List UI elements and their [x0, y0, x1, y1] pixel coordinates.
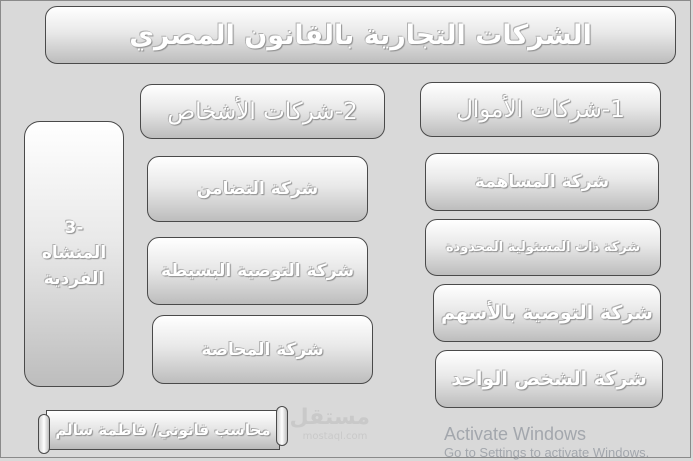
person-companies-heading: 2-شركات الأشخاص: [140, 84, 385, 139]
partnership-limited-by-shares-box: شركة التوصية بالأسهم: [433, 284, 661, 342]
activate-windows-title: Activate Windows: [444, 424, 587, 444]
sole-proprietorship-box: [24, 121, 124, 387]
joint-stock-company-box: شركة المساهمة: [425, 153, 659, 211]
mostaql-logo-latin: mostaql.com: [302, 431, 368, 442]
activate-windows-watermark: [444, 423, 649, 461]
activate-windows-subtitle: Go to Settings to activate Windows.: [444, 445, 650, 460]
author-scroll: [38, 406, 288, 454]
sole-proprietorship-line2: المنشاه: [41, 243, 107, 264]
joint-venture-box: شركة المحاصة: [152, 315, 373, 384]
sole-proprietorship-number: -3: [64, 217, 84, 238]
scroll-left-curl: [38, 414, 50, 454]
limited-partnership-box: شركة التوصية البسيطة: [147, 237, 368, 305]
sole-proprietorship-line3: الفردية: [43, 268, 105, 289]
capital-companies-heading: 1-شركات الأموال: [420, 82, 661, 137]
mostaql-logo-arabic: مستقل: [289, 405, 370, 430]
single-person-company-box: شركة الشخص الواحد: [435, 350, 663, 408]
general-partnership-box: شركة التضامن: [147, 156, 368, 222]
author-label: محاسب قانوني/ فاطمة سالم: [55, 421, 271, 439]
limited-liability-company-box: شركة ذات المسئولية المحدودة: [425, 219, 661, 276]
page-title: الشركات التجارية بالقانون المصري: [45, 6, 676, 64]
mostaql-logo: [289, 405, 370, 455]
scroll-right-curl: [276, 406, 288, 446]
